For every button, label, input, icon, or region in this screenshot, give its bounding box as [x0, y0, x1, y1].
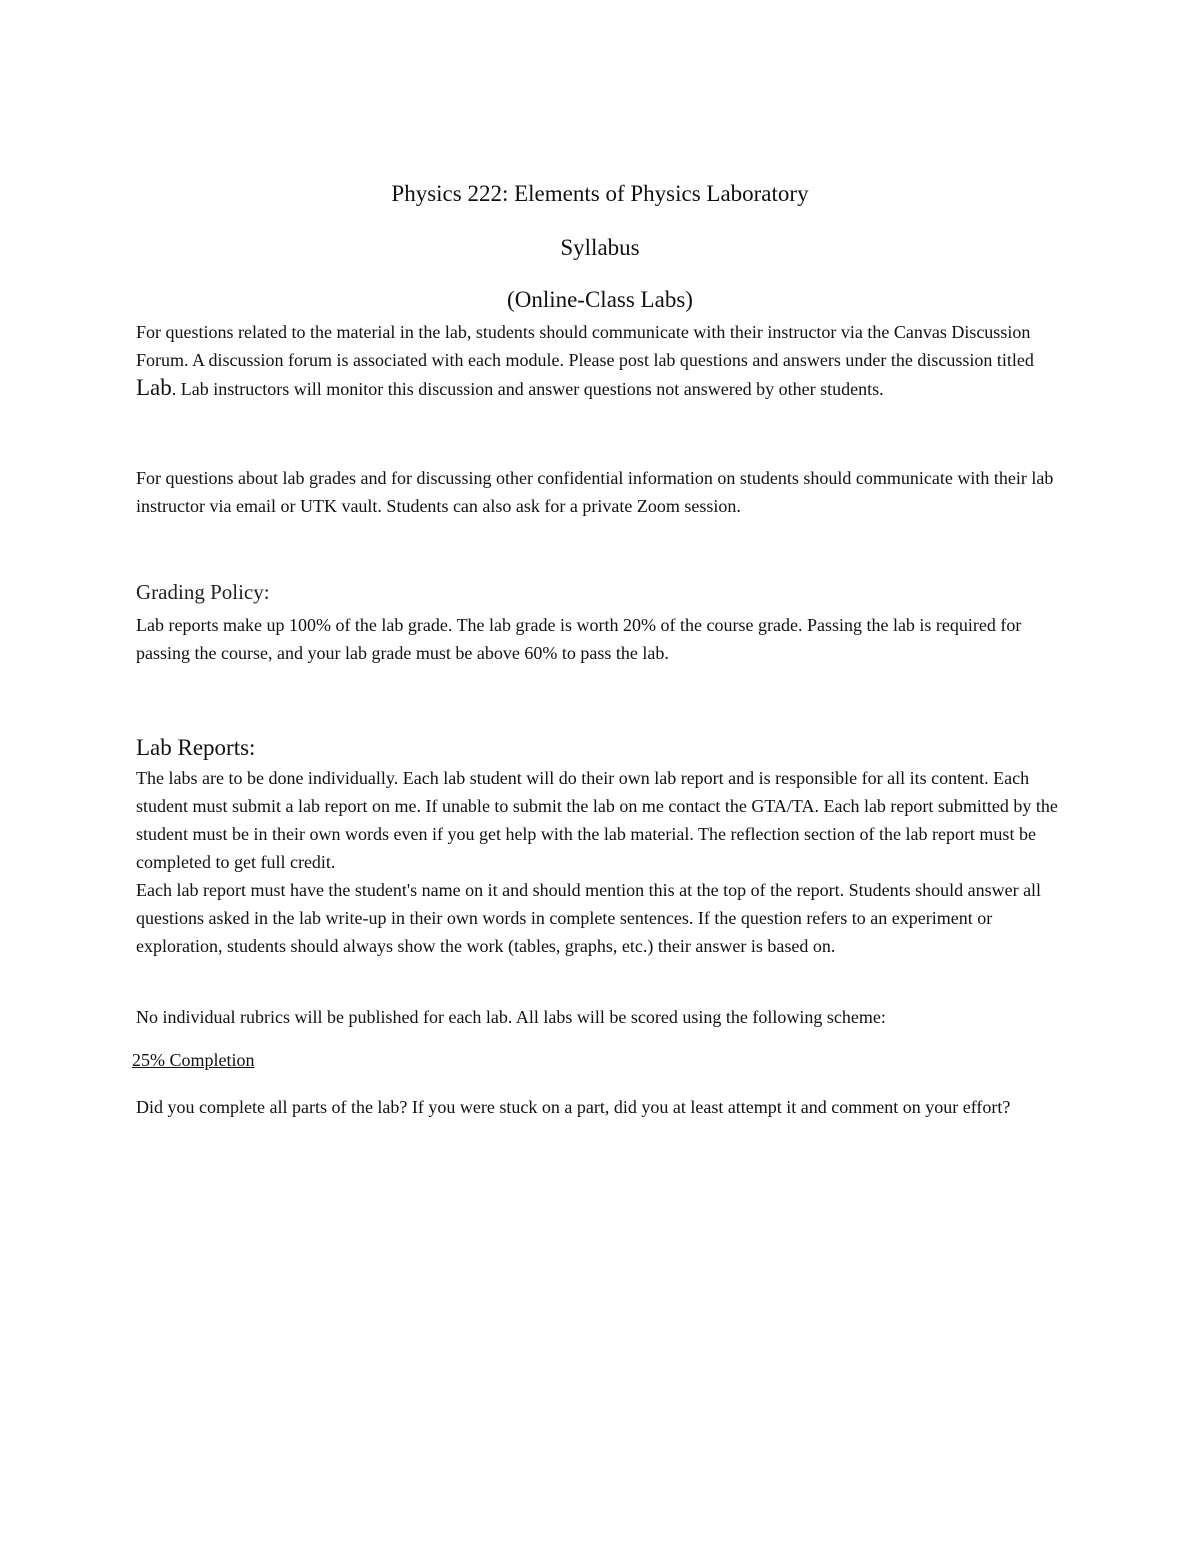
- document-subtitle-online: (Online-Class Labs): [507, 287, 693, 312]
- intro-text-part2: . Lab instructors will monitor this discussion and answer questions not answered by other students.: [171, 379, 884, 399]
- intro-lab-emphasis: Lab: [136, 375, 172, 400]
- scheme-intro-paragraph: No individual rubrics will be published for each lab. All labs will be scored using the following scheme:: [136, 1007, 886, 1027]
- lab-reports-heading: Lab Reports:: [136, 735, 256, 760]
- completion-criterion-text: Did you complete all parts of the lab? If you were stuck on a part, did you at least attempt it and comment on your effort?: [136, 1097, 1011, 1117]
- intro-text-part1: For questions related to the material in the lab, students should communicate with their instructor via the Canvas Discussion Forum. A discussion forum is associated with each module. Please post lab questions and answers under the discussion titled: [136, 322, 1034, 370]
- grading-policy-paragraph: Lab reports make up 100% of the lab grade. The lab grade is worth 20% of the course grade. Passing the lab is required for passing the course, and your lab grade must be above 60% to pass the lab.: [136, 615, 1022, 663]
- document-title: Physics 222: Elements of Physics Laboratory: [391, 181, 809, 206]
- lab-reports-paragraph: [136, 764, 1066, 960]
- document-subtitle: Syllabus: [560, 235, 640, 260]
- lab-reports-text-2: Each lab report must have the student's name on it and should mention this at the top of the report. Students should answer all questions asked in the lab write-up in their own words in complete sentences. If the question refers to an experiment or exploration, students should always show the work (tables, graphs, etc.) their answer is based on.: [136, 880, 1042, 956]
- grading-policy-heading: Grading Policy:: [136, 580, 270, 604]
- intro-paragraph: [136, 318, 1066, 403]
- completion-criterion-label: 25% Completion: [132, 1050, 255, 1070]
- confidential-paragraph: For questions about lab grades and for discussing other confidential information on students should communicate with their lab instructor via email or UTK vault. Students can also ask for a private Zoom session.: [136, 468, 1054, 516]
- lab-reports-text-1: The labs are to be done individually. Each lab student will do their own lab report and is responsible for all its content. Each student must submit a lab report on me. If unable to submit the lab on me contact the GTA/TA. Each lab report submitted by the student must be in their own words even if you get help with the lab material. The reflection section of the lab report must be completed to get full credit.: [136, 768, 1058, 872]
